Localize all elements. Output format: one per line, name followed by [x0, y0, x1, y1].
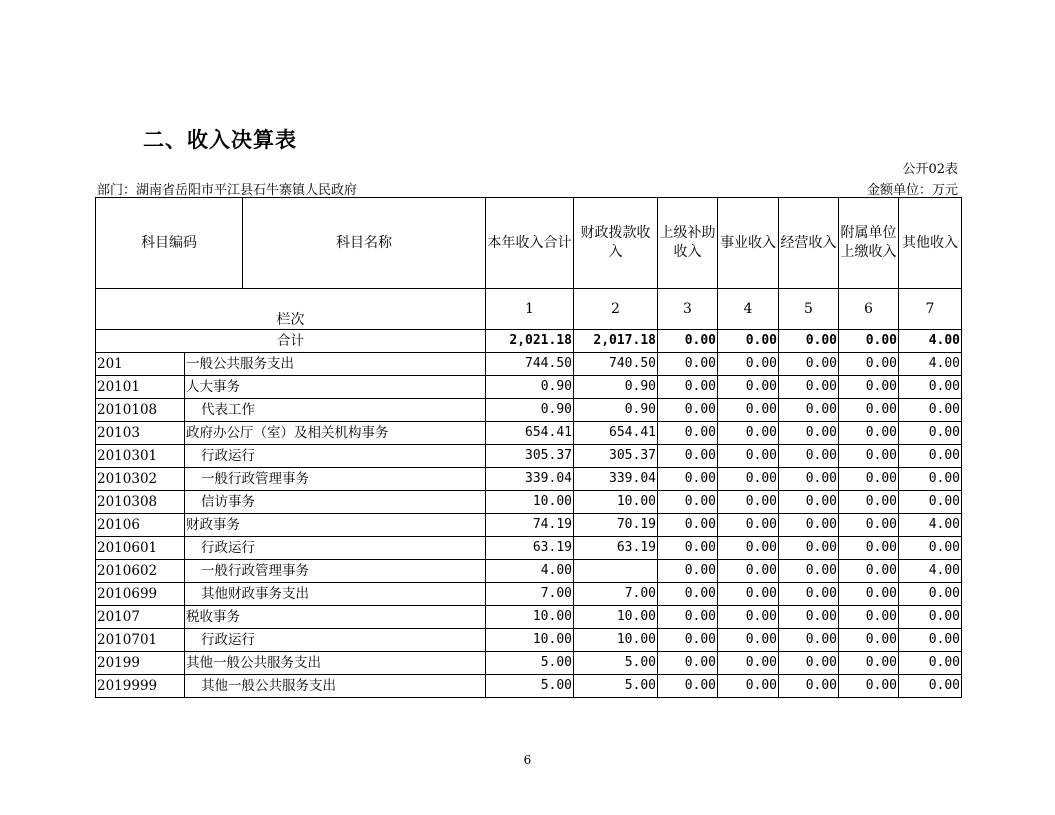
row-code: 2010601: [96, 537, 185, 560]
row-value: 0.00: [658, 537, 718, 560]
row-value: 0.00: [718, 399, 779, 422]
form-number: 公开02表: [902, 162, 958, 177]
row-value: 7.00: [486, 583, 574, 606]
row-value: 0.00: [779, 491, 839, 514]
row-value: 0.00: [839, 422, 899, 445]
table-row: [96, 560, 962, 583]
row-value: 0.00: [658, 422, 718, 445]
row-value: 0.00: [718, 491, 779, 514]
total-label: 合计: [96, 330, 486, 353]
row-name: 政府办公厅（室）及相关机构事务: [185, 422, 486, 445]
table-row: [96, 675, 962, 698]
row-value: 654.41: [574, 422, 658, 445]
row-value: 0.00: [899, 583, 962, 606]
row-value: 0.90: [574, 399, 658, 422]
row-value: 0.00: [899, 629, 962, 652]
unit-label: 金额单位：万元: [866, 183, 958, 198]
row-value: 0.00: [779, 514, 839, 537]
header-col-5: 经营收入: [779, 198, 839, 289]
row-value: 0.00: [718, 652, 779, 675]
row-value: 740.50: [574, 353, 658, 376]
row-value: 0.00: [839, 491, 899, 514]
row-value: 0.00: [658, 629, 718, 652]
row-value: 0.00: [658, 468, 718, 491]
row-value: 0.00: [658, 583, 718, 606]
row-value: 0.00: [658, 445, 718, 468]
row-name: 其他一般公共服务支出: [185, 675, 486, 698]
row-value: 5.00: [486, 675, 574, 698]
total-value: 0.00: [839, 330, 899, 353]
row-value: 0.00: [658, 376, 718, 399]
row-value: 10.00: [574, 629, 658, 652]
row-value: 10.00: [574, 491, 658, 514]
total-row: [96, 330, 962, 353]
row-code: 2010701: [96, 629, 185, 652]
lanci-num-7: 7: [899, 289, 962, 330]
row-code: 2010301: [96, 445, 185, 468]
total-value: 0.00: [718, 330, 779, 353]
row-value: 0.00: [899, 468, 962, 491]
row-value: 0.00: [658, 353, 718, 376]
row-value: [574, 560, 658, 583]
header-row: [96, 198, 962, 289]
row-value: 0.00: [839, 652, 899, 675]
row-value: 0.00: [839, 537, 899, 560]
row-value: 4.00: [899, 514, 962, 537]
row-value: 0.00: [839, 353, 899, 376]
row-value: 0.00: [839, 514, 899, 537]
row-value: 0.00: [658, 560, 718, 583]
row-code: 201: [96, 353, 185, 376]
lanci-num-4: 4: [718, 289, 779, 330]
row-value: 0.00: [718, 583, 779, 606]
row-value: 0.00: [779, 353, 839, 376]
row-value: 0.00: [779, 399, 839, 422]
row-name: 代表工作: [185, 399, 486, 422]
page-title: 二、收入决算表: [143, 128, 297, 152]
total-value: 2,017.18: [574, 330, 658, 353]
header-name: 科目名称: [243, 198, 486, 289]
row-code: 2010302: [96, 468, 185, 491]
lanci-num-5: 5: [779, 289, 839, 330]
table-row: [96, 537, 962, 560]
row-value: 0.00: [658, 606, 718, 629]
table-row: [96, 422, 962, 445]
row-code: 20199: [96, 652, 185, 675]
row-value: 0.00: [658, 491, 718, 514]
row-value: 0.00: [658, 652, 718, 675]
header-code: 科目编码: [96, 198, 243, 289]
row-value: 0.00: [839, 560, 899, 583]
row-name: 一般行政管理事务: [185, 560, 486, 583]
row-value: 0.00: [779, 422, 839, 445]
row-value: 0.00: [839, 629, 899, 652]
row-value: 10.00: [486, 606, 574, 629]
row-value: 0.00: [899, 606, 962, 629]
row-value: 305.37: [574, 445, 658, 468]
row-value: 10.00: [574, 606, 658, 629]
row-value: 74.19: [486, 514, 574, 537]
row-name: 税收事务: [185, 606, 486, 629]
row-value: 305.37: [486, 445, 574, 468]
total-value: 0.00: [658, 330, 718, 353]
row-value: 0.00: [899, 537, 962, 560]
row-value: 0.00: [718, 376, 779, 399]
table-row: [96, 468, 962, 491]
header-col-2: 财政拨款收入: [574, 198, 658, 289]
row-value: 63.19: [486, 537, 574, 560]
total-value: 4.00: [899, 330, 962, 353]
header-col-6: 附属单位上缴收入: [839, 198, 899, 289]
row-code: 2010308: [96, 491, 185, 514]
row-value: 0.00: [899, 675, 962, 698]
row-value: 0.00: [899, 422, 962, 445]
row-value: 0.00: [658, 675, 718, 698]
row-value: 0.00: [718, 606, 779, 629]
row-value: 0.00: [779, 560, 839, 583]
header-col-3: 上级补助收入: [658, 198, 718, 289]
page-number: 6: [523, 753, 532, 767]
lanci-num-6: 6: [839, 289, 899, 330]
header-col-1: 本年收入合计: [486, 198, 574, 289]
row-value: 0.00: [779, 606, 839, 629]
row-value: 654.41: [486, 422, 574, 445]
row-value: 0.00: [899, 399, 962, 422]
row-value: 0.00: [718, 445, 779, 468]
row-name: 行政运行: [185, 537, 486, 560]
table-row: [96, 583, 962, 606]
row-value: 0.00: [899, 491, 962, 514]
row-name: 人大事务: [185, 376, 486, 399]
row-value: 0.00: [779, 537, 839, 560]
row-value: 0.00: [718, 353, 779, 376]
row-value: 0.90: [486, 376, 574, 399]
lanci-num-3: 3: [658, 289, 718, 330]
total-value: 2,021.18: [486, 330, 574, 353]
row-code: 20106: [96, 514, 185, 537]
row-value: 0.00: [899, 376, 962, 399]
row-value: 0.00: [839, 583, 899, 606]
row-name: 财政事务: [185, 514, 486, 537]
row-name: 行政运行: [185, 445, 486, 468]
row-value: 0.00: [718, 537, 779, 560]
row-name: 一般行政管理事务: [185, 468, 486, 491]
row-value: 0.00: [779, 675, 839, 698]
table-row: [96, 514, 962, 537]
row-value: 0.00: [718, 514, 779, 537]
row-value: 0.00: [718, 560, 779, 583]
row-code: 20107: [96, 606, 185, 629]
table-row: [96, 376, 962, 399]
row-value: 0.00: [839, 606, 899, 629]
row-value: 0.00: [839, 675, 899, 698]
row-value: 0.00: [899, 652, 962, 675]
row-code: 2010699: [96, 583, 185, 606]
row-value: 5.00: [574, 675, 658, 698]
row-value: 339.04: [486, 468, 574, 491]
row-code: 20101: [96, 376, 185, 399]
table-row: [96, 491, 962, 514]
table-row: [96, 353, 962, 376]
lanci-num-1: 1: [486, 289, 574, 330]
row-value: 0.00: [839, 376, 899, 399]
lanci-row: [96, 289, 962, 330]
row-value: 10.00: [486, 629, 574, 652]
row-value: 4.00: [899, 353, 962, 376]
row-value: 339.04: [574, 468, 658, 491]
row-value: 0.00: [718, 422, 779, 445]
table-row: [96, 606, 962, 629]
row-value: 0.00: [779, 583, 839, 606]
row-value: 0.00: [658, 514, 718, 537]
row-code: 2010108: [96, 399, 185, 422]
row-value: 70.19: [574, 514, 658, 537]
row-value: 0.00: [779, 376, 839, 399]
row-name: 行政运行: [185, 629, 486, 652]
row-value: 0.90: [486, 399, 574, 422]
row-value: 7.00: [574, 583, 658, 606]
row-value: 0.00: [839, 445, 899, 468]
header-col-7: 其他收入: [899, 198, 962, 289]
row-value: 63.19: [574, 537, 658, 560]
row-value: 744.50: [486, 353, 574, 376]
row-name: 信访事务: [185, 491, 486, 514]
row-value: 5.00: [574, 652, 658, 675]
row-value: 0.00: [779, 445, 839, 468]
row-value: 0.00: [839, 468, 899, 491]
lanci-label: 栏次: [96, 289, 486, 330]
row-value: 0.00: [779, 629, 839, 652]
income-table: [95, 197, 962, 698]
row-code: 2010602: [96, 560, 185, 583]
row-name: 其他一般公共服务支出: [185, 652, 486, 675]
lanci-num-2: 2: [574, 289, 658, 330]
row-value: 10.00: [486, 491, 574, 514]
table-row: [96, 652, 962, 675]
row-code: 2019999: [96, 675, 185, 698]
row-value: 0.00: [779, 468, 839, 491]
row-value: 4.00: [486, 560, 574, 583]
row-value: 4.00: [899, 560, 962, 583]
row-value: 0.00: [658, 399, 718, 422]
row-value: 0.00: [718, 629, 779, 652]
header-col-4: 事业收入: [718, 198, 779, 289]
table-row: [96, 629, 962, 652]
row-value: 0.00: [899, 445, 962, 468]
row-value: 0.00: [839, 399, 899, 422]
row-value: 5.00: [486, 652, 574, 675]
row-value: 0.90: [574, 376, 658, 399]
table-row: [96, 445, 962, 468]
row-value: 0.00: [779, 652, 839, 675]
row-name: 一般公共服务支出: [185, 353, 486, 376]
total-value: 0.00: [779, 330, 839, 353]
row-name: 其他财政事务支出: [185, 583, 486, 606]
row-code: 20103: [96, 422, 185, 445]
row-value: 0.00: [718, 675, 779, 698]
department-label: 部门：湖南省岳阳市平江县石牛寨镇人民政府: [97, 183, 358, 198]
table-row: [96, 399, 962, 422]
row-value: 0.00: [718, 468, 779, 491]
